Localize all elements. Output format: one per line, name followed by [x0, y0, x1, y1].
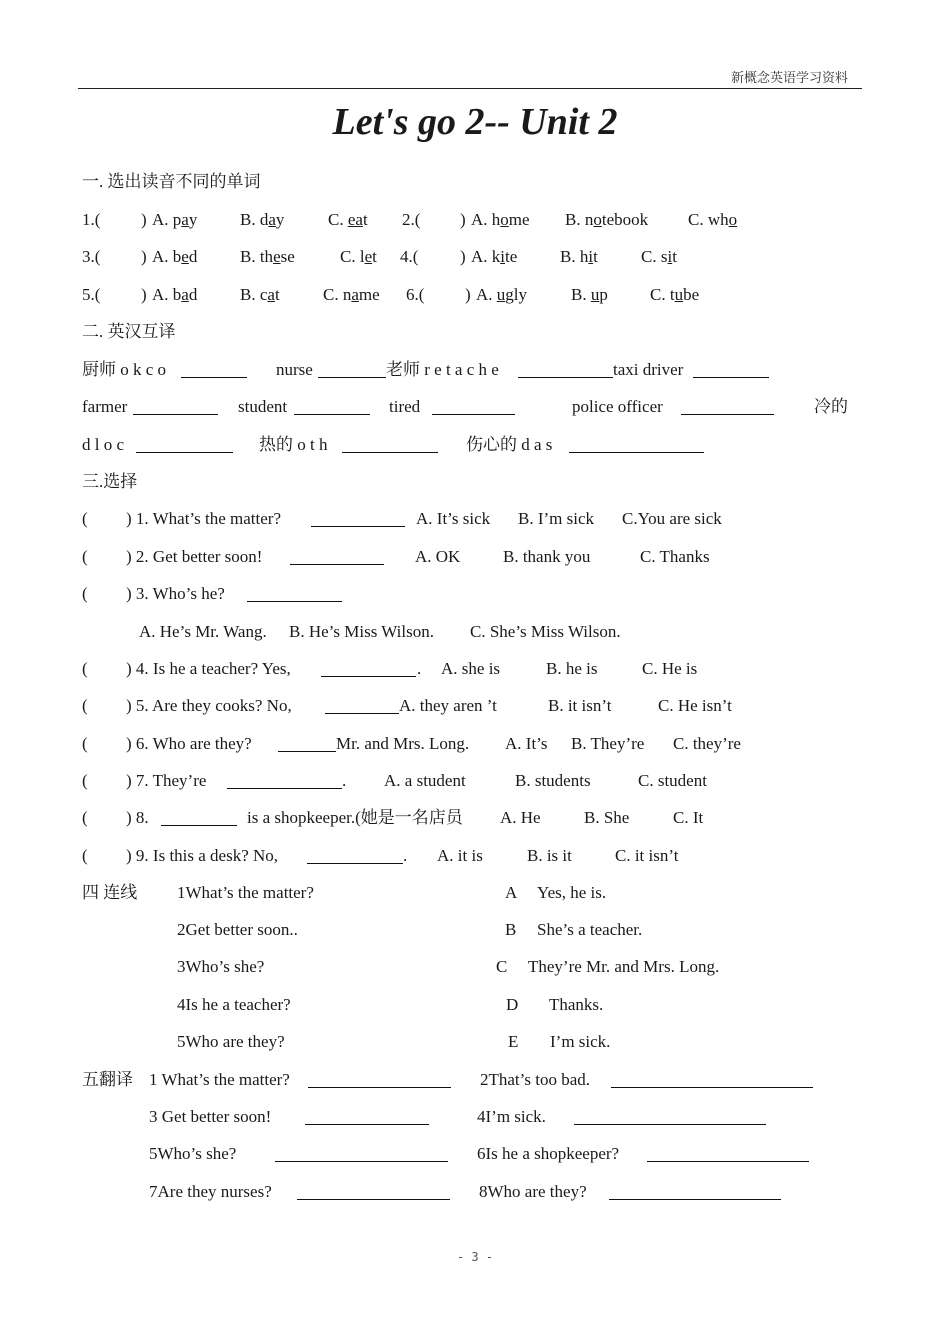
- mc-option: B. He’s Miss Wilson.: [289, 622, 434, 641]
- mc-option: B. it isn’t: [548, 696, 612, 715]
- mc-option: B. I’m sick: [518, 509, 595, 528]
- section2-heading: 二. 英汉互译: [82, 322, 176, 341]
- mc-stem: ) 1. What’s the matter?: [126, 509, 281, 528]
- q5-paren-close: ): [141, 285, 147, 304]
- q4-option-c: C. sit: [641, 247, 677, 266]
- translate-item: 7Are they nurses?: [149, 1182, 272, 1201]
- answer-paren: (: [82, 584, 88, 603]
- answer-blank[interactable]: [574, 1110, 766, 1125]
- mc-option: C. they’re: [673, 734, 741, 753]
- answer-blank[interactable]: [311, 512, 405, 527]
- page-title: Let's go 2-- Unit 2: [332, 101, 618, 143]
- match-right-item[interactable]: I’m sick.: [550, 1032, 611, 1051]
- vocab-item: 老师 r e t a c h e: [386, 360, 499, 379]
- mc-stem-tail: is a shopkeeper.(她是一名店员: [247, 808, 463, 827]
- match-letter: D: [506, 995, 519, 1014]
- answer-blank[interactable]: [297, 1185, 450, 1200]
- translate-item: 8Who are they?: [479, 1182, 587, 1201]
- mc-option: B. They’re: [571, 734, 645, 753]
- q6-paren-close: ): [465, 285, 471, 304]
- q5-option-a: A. bad: [152, 285, 198, 304]
- mc-option: A. It’s: [505, 734, 548, 753]
- mc-option: B. She: [584, 808, 630, 827]
- vocab-item: police officer: [572, 397, 663, 416]
- q1-option-c: C. eat: [328, 210, 368, 229]
- mc-option: A. OK: [415, 547, 461, 566]
- answer-blank[interactable]: [294, 400, 370, 415]
- answer-blank[interactable]: [318, 363, 386, 378]
- q3-paren-close: ): [141, 247, 147, 266]
- mc-option: B. students: [515, 771, 591, 790]
- section1-heading: 一. 选出读音不同的单词: [82, 172, 261, 191]
- q1-option-b: B. day: [240, 210, 285, 229]
- match-letter: B: [505, 920, 517, 939]
- q1-option-a: A. pay: [152, 210, 198, 229]
- header-rule: [78, 88, 862, 89]
- answer-blank[interactable]: [321, 662, 416, 677]
- answer-blank[interactable]: [693, 363, 769, 378]
- vocab-item: 冷的: [814, 397, 848, 416]
- q4-option-b: B. hit: [560, 247, 598, 266]
- period: .: [403, 846, 408, 865]
- vocab-item: 厨师 o k c o: [82, 360, 167, 379]
- period: .: [342, 771, 347, 790]
- q3-option-a: A. bed: [152, 247, 198, 266]
- answer-blank[interactable]: [432, 400, 515, 415]
- answer-blank[interactable]: [308, 1073, 451, 1088]
- translate-item: 4I’m sick.: [477, 1107, 546, 1126]
- answer-blank[interactable]: [342, 438, 438, 453]
- section5-heading: 五翻译: [82, 1070, 133, 1089]
- answer-blank[interactable]: [227, 774, 342, 789]
- mc-stem-tail: Mr. and Mrs. Long.: [336, 734, 470, 753]
- answer-paren: (: [82, 547, 88, 566]
- mc-option: A. He: [500, 808, 541, 827]
- match-right-item[interactable]: She’s a teacher.: [537, 920, 643, 939]
- match-left-item[interactable]: 4Is he a teacher?: [177, 995, 291, 1014]
- page-number: - 3 -: [456, 1250, 494, 1264]
- mc-option: C. it isn’t: [615, 846, 679, 865]
- mc-option: C. Thanks: [640, 547, 710, 566]
- mc-option: B. is it: [527, 846, 572, 865]
- translate-item: 2That’s too bad.: [480, 1070, 591, 1089]
- mc-stem: ) 8.: [126, 808, 149, 827]
- answer-blank[interactable]: [611, 1073, 813, 1088]
- q2-option-a: A. home: [471, 210, 530, 229]
- q1-paren: 1.(: [82, 210, 101, 229]
- vocab-item: d l o c: [82, 435, 125, 454]
- mc-stem: ) 4. Is he a teacher? Yes,: [126, 659, 291, 678]
- translate-item: 5Who’s she?: [149, 1144, 237, 1163]
- answer-paren: (: [82, 659, 88, 678]
- mc-stem: ) 7. They’re: [126, 771, 207, 790]
- q5-option-c: C. name: [323, 285, 380, 304]
- vocab-item: student: [238, 397, 288, 416]
- mc-stem: ) 5. Are they cooks? No,: [126, 696, 292, 715]
- section4-heading: 四 连线: [82, 883, 138, 902]
- answer-blank[interactable]: [247, 587, 342, 602]
- q3-option-b: B. these: [240, 247, 295, 266]
- mc-option: A. It’s sick: [416, 509, 491, 528]
- answer-paren: (: [82, 846, 88, 865]
- vocab-item: 热的 o t h: [259, 435, 328, 454]
- answer-blank[interactable]: [305, 1110, 429, 1125]
- mc-option: C. He isn’t: [658, 696, 732, 715]
- q5-option-b: B. cat: [240, 285, 280, 304]
- q6-option-b: B. up: [571, 285, 608, 304]
- mc-stem: ) 9. Is this a desk? No,: [126, 846, 279, 865]
- mc-option: B. thank you: [503, 547, 591, 566]
- answer-blank[interactable]: [609, 1185, 781, 1200]
- answer-blank[interactable]: [325, 699, 399, 714]
- answer-blank[interactable]: [569, 438, 704, 453]
- match-letter: A: [505, 883, 518, 902]
- answer-blank[interactable]: [681, 400, 774, 415]
- q1-paren-close: ): [141, 210, 147, 229]
- q4-paren-close: ): [460, 247, 466, 266]
- translate-item: 1 What’s the matter?: [149, 1070, 290, 1089]
- mc-option: C.You are sick: [622, 509, 722, 528]
- mc-stem: ) 2. Get better soon!: [126, 547, 263, 566]
- mc-option: A. she is: [441, 659, 501, 678]
- answer-paren: (: [82, 509, 88, 528]
- mc-stem: ) 6. Who are they?: [126, 734, 252, 753]
- mc-option: A. they aren ’t: [399, 696, 497, 715]
- answer-blank[interactable]: [278, 737, 336, 752]
- q4-paren: 4.(: [400, 247, 419, 266]
- mc-option: B. he is: [546, 659, 598, 678]
- q2-paren: 2.(: [402, 210, 421, 229]
- mc-stem: ) 3. Who’s he?: [126, 584, 225, 603]
- q3-option-c: C. let: [340, 247, 377, 266]
- match-letter: E: [508, 1032, 519, 1051]
- vocab-item: tired: [389, 397, 421, 416]
- match-left-item[interactable]: 2Get better soon..: [177, 920, 298, 939]
- q4-option-a: A. kite: [471, 247, 518, 266]
- translate-item: 3 Get better soon!: [149, 1107, 272, 1126]
- mc-option: C. It: [673, 808, 704, 827]
- mc-option: A. He’s Mr. Wang.: [139, 622, 267, 641]
- q6-paren: 6.(: [406, 285, 425, 304]
- match-letter: C: [496, 957, 508, 976]
- q2-paren-close: ): [460, 210, 466, 229]
- answer-blank[interactable]: [275, 1147, 448, 1162]
- period: .: [417, 659, 422, 678]
- answer-blank[interactable]: [181, 363, 247, 378]
- mc-option: C. student: [638, 771, 707, 790]
- answer-blank[interactable]: [518, 363, 613, 378]
- q6-option-c: C. tube: [650, 285, 700, 304]
- section3-heading: 三.选择: [82, 472, 138, 491]
- answer-blank[interactable]: [647, 1147, 809, 1162]
- q3-paren: 3.(: [82, 247, 101, 266]
- answer-blank[interactable]: [133, 400, 218, 415]
- mc-option: A. a student: [384, 771, 466, 790]
- match-left-item[interactable]: 1What’s the matter?: [177, 883, 314, 902]
- mc-option: C. She’s Miss Wilson.: [470, 622, 621, 641]
- answer-paren: (: [82, 696, 88, 715]
- match-left-item[interactable]: 3Who’s she?: [177, 957, 265, 976]
- translate-item: 6Is he a shopkeeper?: [477, 1144, 620, 1163]
- q2-option-c: C. who: [688, 210, 738, 229]
- q6-option-a: A. ugly: [476, 285, 528, 304]
- match-left-item[interactable]: 5Who are they?: [177, 1032, 285, 1051]
- q2-option-b: B. notebook: [565, 210, 649, 229]
- vocab-item: farmer: [82, 397, 128, 416]
- answer-paren: (: [82, 734, 88, 753]
- vocab-item: 伤心的 d a s: [466, 435, 553, 454]
- mc-option: A. it is: [437, 846, 483, 865]
- answer-paren: (: [82, 808, 88, 827]
- answer-blank[interactable]: [307, 849, 403, 864]
- answer-blank[interactable]: [136, 438, 233, 453]
- q5-paren: 5.(: [82, 285, 101, 304]
- answer-blank[interactable]: [290, 550, 384, 565]
- answer-blank[interactable]: [161, 811, 237, 826]
- answer-paren: (: [82, 771, 88, 790]
- match-right-item[interactable]: Yes, he is.: [537, 883, 607, 902]
- mc-option: C. He is: [642, 659, 698, 678]
- header-label: 新概念英语学习资料: [731, 71, 849, 86]
- match-right-item[interactable]: They’re Mr. and Mrs. Long.: [528, 957, 720, 976]
- vocab-item: nurse: [276, 360, 313, 379]
- vocab-item: taxi driver: [613, 360, 684, 379]
- match-right-item[interactable]: Thanks.: [549, 995, 604, 1014]
